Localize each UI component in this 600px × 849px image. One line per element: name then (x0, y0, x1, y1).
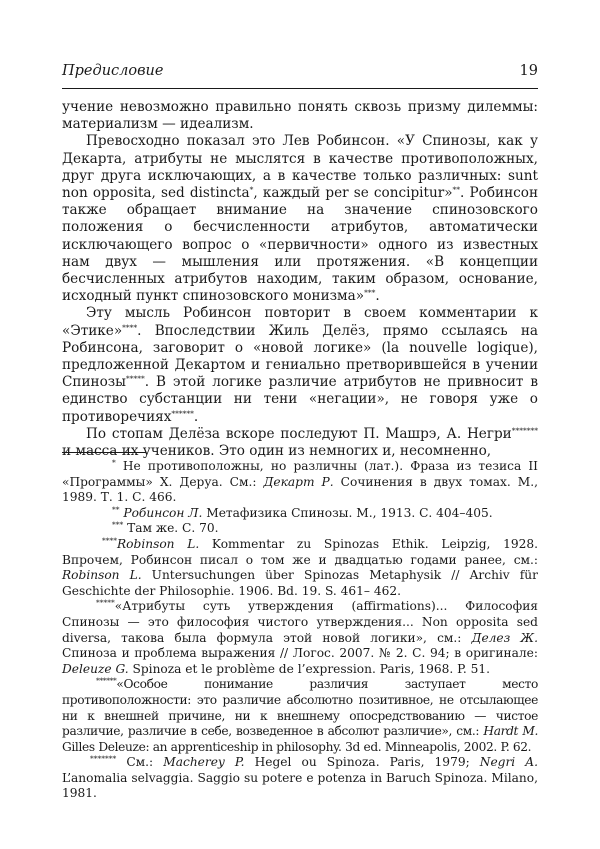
footnote-2: ** Робинсон Л. Метафизика Спинозы. М., 1913. С. 404–405. (112, 504, 493, 520)
footnote-ref-1[interactable]: * (249, 185, 254, 195)
footnote-4: ****Robinson L. Kommentar zu Spinozas Ethik. Leipzig, 1928. Впрочем, Робинсон писал о том же и двадцатью годами ранее, см.: Robinson L. Untersuchungen über Spinozas Metaphysik // Archiv für Geschichte der Philosophie. 1906. Bd. 19. S. 461– 462. (62, 535, 538, 598)
footnote-5: *****«Атрибуты суть утверждения (affirmations)... Философия Спинозы — это философия чистого утверждения... Non opposita sed diversa, такова была формула этой новой логики», см.: Делез Ж. Спиноза и проблема выражения // Логос. 2007. № 2. С. 94; в оригинале: Deleuze G. Spinoza et le problème de l’expression. Paris, 1968. P. 51. (62, 598, 538, 676)
paragraph-1: учение невозможно правильно понять сквозь призму дилеммы: материализм — идеализм. (62, 99, 538, 133)
body-text (62, 99, 538, 460)
footnote-7: ******* См.: Macherey P. Hegel ou Spinoza. Paris, 1979; Negri A. L’anomalia selvaggia. Saggio su potere e potenza in Baruch Spinoza. Milano, 1981. (62, 754, 538, 801)
footnote-rule (62, 452, 146, 453)
paragraph-2: Превосходно показал это Лев Робинсон. «У Спинозы, как у Декарта, атрибуты не мыслятся в качестве противоположных, друг друга исключающих, а в качестве только различных: sunt non opposita, sed distincta*, каждый per se concipitur»**. Робинсон также обращает внимание на значение спинозовского положения о бесчисленности атрибутов, автоматически исключающего вопрос о «первичности» одного из известных нам двух — мышления или протяжения. «В концепции бесчисленных атрибутов находим, таким образом, основание, исходный пункт спинозовского монизма»***. (62, 133, 539, 305)
paragraph-4: По стопам Делёза вскоре последуют П. Машрэ, А. Негри******* и масса их учеников. Это один из немногих и, несомненно, (62, 425, 538, 460)
footnote-ref-2[interactable]: ** (452, 185, 461, 195)
header-rule (62, 88, 538, 89)
paragraph-3: Эту мысль Робинсон повторит в своем комментарии к «Этике»****. Впоследствии Жиль Делёз, прямо ссылаясь на Робинсона, заговорит о «новой логике» (la nouvelle logique), предложенной Декартом и гениально претворившейся в учении Спинозы*****. В этой логике различие атрибутов не привносит в единство субстанции ни тени «негации», не говоря уже о противоречиях******. (62, 305, 538, 425)
page-number: 19 (519, 63, 538, 79)
running-title: Предисловие (62, 63, 164, 79)
footnote-ref-7[interactable]: ******* (511, 425, 538, 435)
footnote-1: * Не противоположны, но различны (лат.). Фраза из тезиса II «Программы» Х. Деруа. См.: Декарт Р. Сочинения в двух томах. М., 1989. Т. 1. С. 466. (62, 458, 538, 505)
footnote-ref-4[interactable]: **** (122, 322, 138, 332)
footnote-ref-5[interactable]: ***** (126, 374, 145, 384)
footnote-3: *** Там же. С. 70. (112, 520, 219, 536)
running-header (62, 63, 538, 83)
footnotes (62, 459, 538, 802)
footnote-ref-3[interactable]: *** (364, 288, 376, 298)
footnote-6: ******«Особое понимание различия заступает место противоположности: это различие абсолютно позитивное, не отсылающее ни к внешней причине, ни к внешнему опосредствованию — чистое различие, различие в себе, возведенное в абсолют различие», см.: Hardt M. Gilles Deleuze: an apprenticeship in philosophy. 3d ed. Minneapolis, 2002. P. 62. (62, 676, 538, 754)
footnote-ref-6[interactable]: ****** (171, 408, 194, 418)
